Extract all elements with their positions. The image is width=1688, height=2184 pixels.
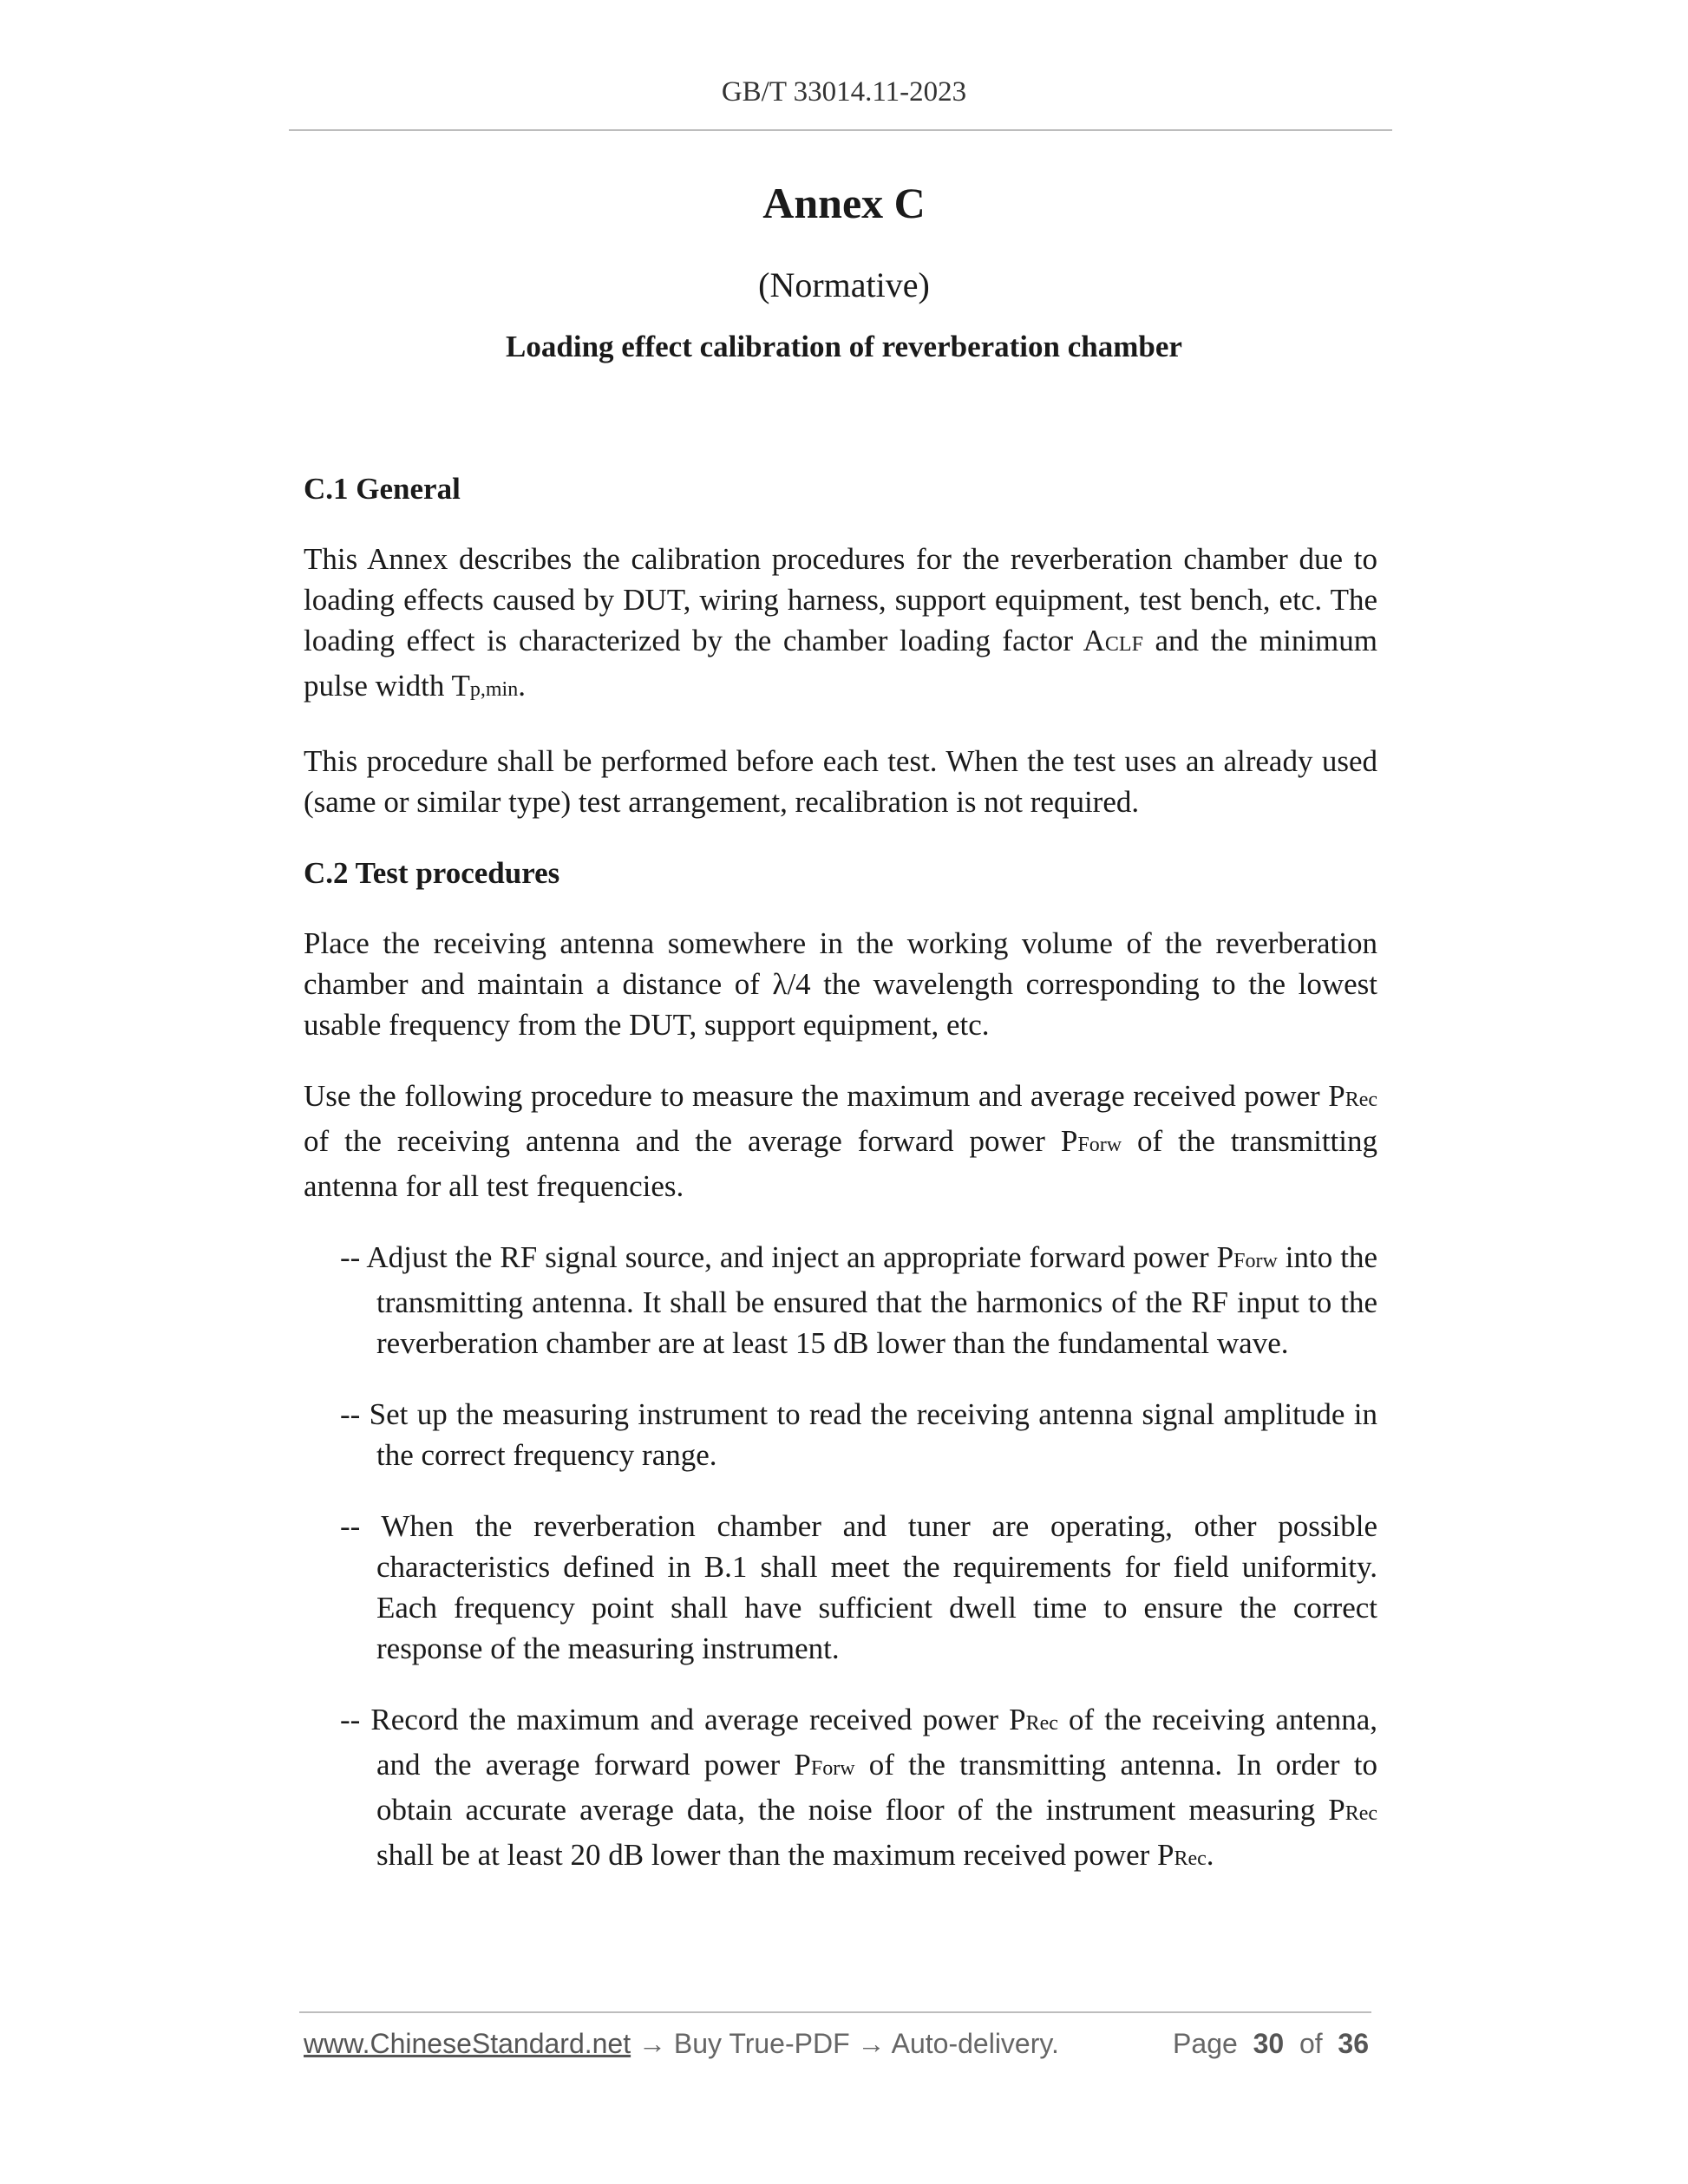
page-number: 30 (1253, 2028, 1285, 2059)
paragraph-c1-1: This Annex describes the calibration procedures for the reverberation chamber due to loading effects caused by DUT, wiring harness, support equipment, test bench, etc. The loading effect is characterized by the chamber loading factor ACLF and the minimum pulse width Tp,min. (304, 542, 1377, 703)
page-indicator: Page 30 of 36 (1173, 2028, 1369, 2059)
site-link[interactable]: www.ChineseStandard.net (304, 2028, 631, 2059)
document-body (304, 468, 1377, 1910)
header-divider (289, 129, 1392, 131)
procedure-item-1: -- Adjust the RF signal source, and inject an appropriate forward power PForw into the transmitting antenna. It shall be ensured that the harmonics of the RF input to the reverberation chamber are at least 15 dB lower than the fundamental wave. (340, 1240, 1377, 1360)
arrow-right-icon: → (857, 2028, 886, 2059)
procedure-item-3: -- When the reverberation chamber and tuner are operating, other possible characteristics defined in B.1 shall meet the requirements for field uniformity. Each frequency point shall have sufficient dwell time to ensure the correct response of the measuring instrument. (340, 1509, 1377, 1665)
arrow-right-icon: → (638, 2028, 666, 2059)
paragraph-c2-1: Place the receiving antenna somewhere in the working volume of the reverberation chamber and maintain a distance of λ/4 the wavelength corresponding to the lowest usable frequency from the DUT, support equipment, etc. (304, 926, 1377, 1042)
annex-type: (Normative) (758, 265, 930, 304)
section-heading-c1: C.1 General (304, 472, 461, 506)
section-heading-c2: C.2 Test procedures (304, 856, 560, 890)
annex-subtitle: Loading effect calibration of reverberation chamber (506, 330, 1182, 363)
buy-true-pdf-text: Buy True-PDF (673, 2028, 850, 2059)
procedure-item-2: -- Set up the measuring instrument to read the receiving antenna signal amplitude in the correct frequency range. (340, 1397, 1377, 1472)
header-standard-code: GB/T 33014.11-2023 (721, 76, 967, 108)
total-pages: 36 (1338, 2028, 1369, 2059)
annex-title: Annex C (762, 179, 926, 227)
paragraph-c2-2: Use the following procedure to measure the maximum and average received power PRec of the receiving antenna and the average forward power PForw of the transmitting antenna for all test frequencies. (304, 1079, 1377, 1203)
procedure-item-4: -- Record the maximum and average received power PRec of the receiving antenna, and the average forward power PForw of the transmitting antenna. In order to obtain accurate average data, the noise floor of the instrument measuring PRec shall be at least 20 dB lower than the maximum received power PRec. (340, 1703, 1377, 1872)
footer-divider (299, 2011, 1371, 2013)
auto-delivery-text: Auto-delivery. (891, 2028, 1059, 2059)
paragraph-c1-2: This procedure shall be performed before each test. When the test uses an already used (same or similar type) test arrangement, recalibration is not required. (304, 744, 1377, 819)
page-footer (304, 2028, 1369, 2060)
